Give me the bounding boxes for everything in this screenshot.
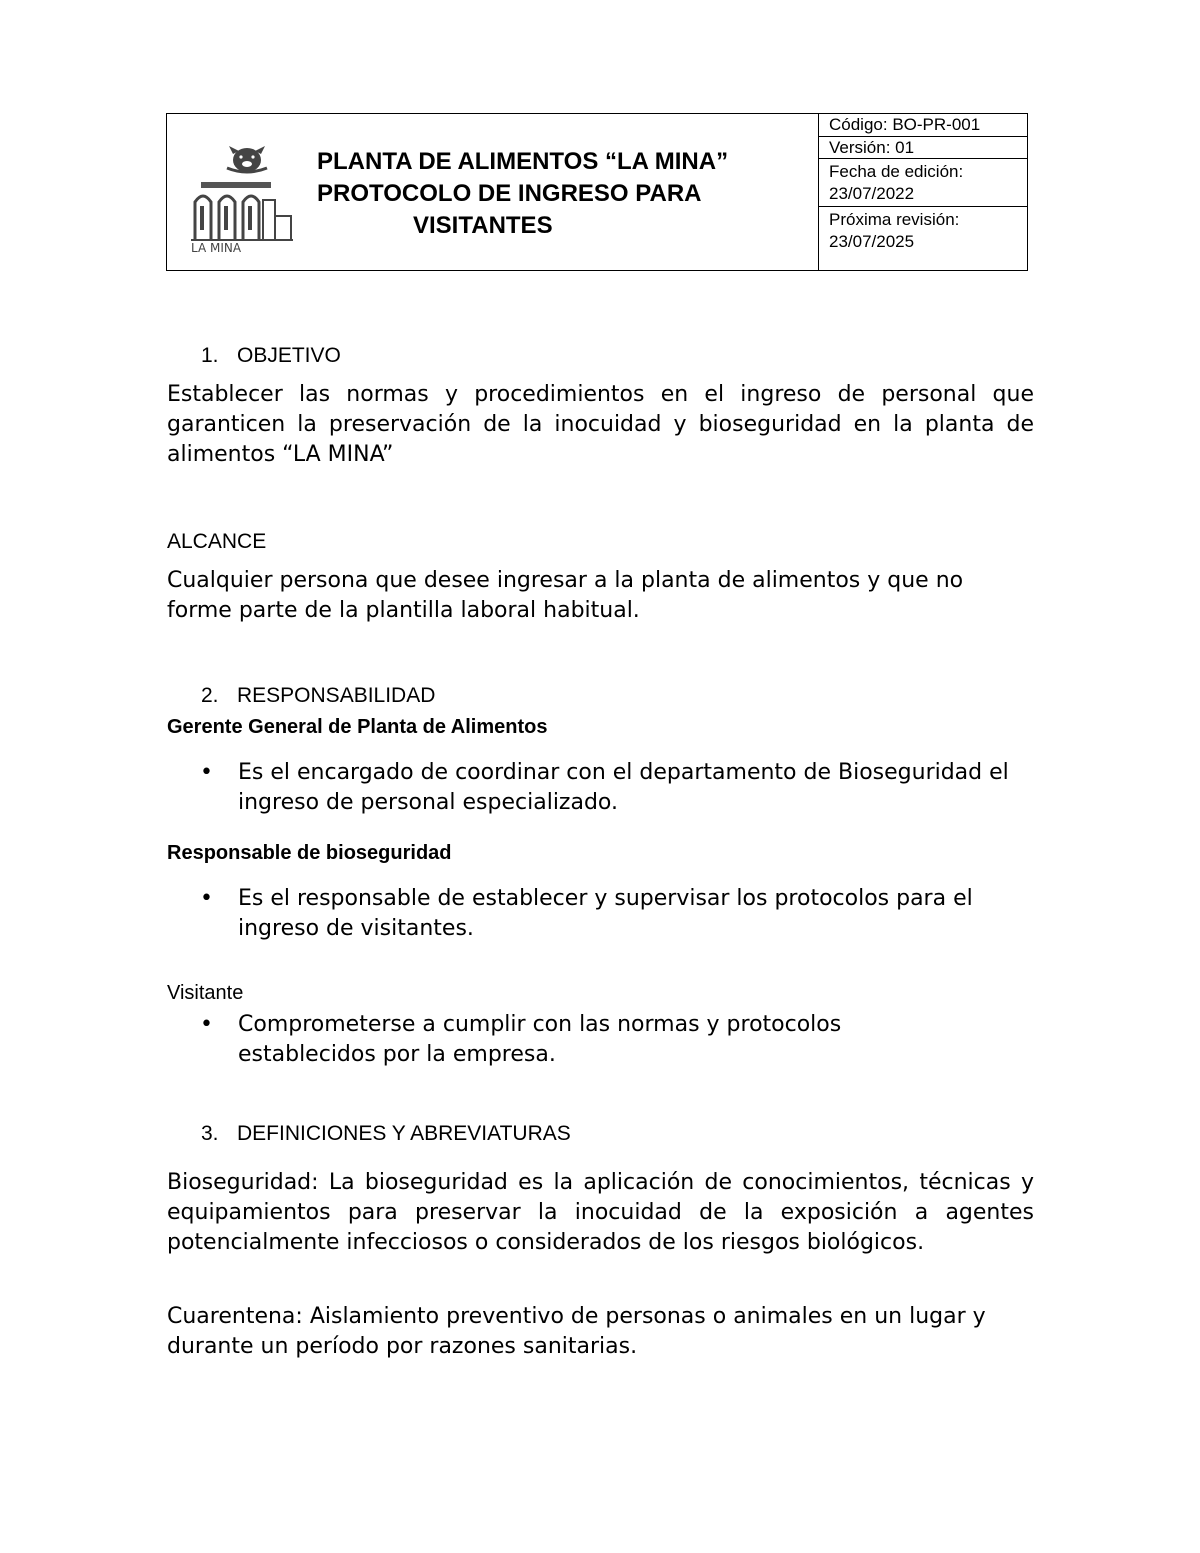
list-item-text: Comprometerse a cumplir con las normas y protocolos establecidos por la empresa. <box>238 1012 842 1067</box>
section-heading-definiciones <box>201 1122 571 1146</box>
edition-date-cell <box>819 159 1027 207</box>
bullet-icon: • <box>200 886 213 911</box>
section-number: 1. <box>201 344 219 367</box>
section-heading-responsabilidad <box>201 684 435 708</box>
logo-text: LA MINA <box>191 241 242 254</box>
code-cell: Código: BO-PR-001 <box>819 114 1027 137</box>
version-cell: Versión: 01 <box>819 137 1027 159</box>
title-line-2: PROTOCOLO DE INGRESO PARA <box>317 180 702 207</box>
next-revision-value: 23/07/2025 <box>829 232 915 251</box>
edition-date-label: Fecha de edición: <box>829 162 964 181</box>
bullet-icon: • <box>200 760 213 785</box>
title-line-3: VISITANTES <box>413 212 553 239</box>
section-heading-objetivo <box>201 344 341 368</box>
definition-bioseguridad: Bioseguridad: La bioseguridad es la aplicación de conocimientos, técnicas y equipamientos para preservar la inocuidad de la exposición a agentes potencialmente infecciosos o considerados de los riesgos biológicos. <box>167 1170 1034 1255</box>
document-title <box>317 146 817 242</box>
list-item-text: Es el responsable de establecer y supervisar los protocolos para el ingreso de visitantes. <box>238 886 973 941</box>
section-title: RESPONSABILIDAD <box>237 684 436 707</box>
bullet-icon: • <box>200 1012 213 1037</box>
la-mina-logo <box>187 144 297 254</box>
title-line-1: PLANTA DE ALIMENTOS “LA MINA” <box>317 148 729 175</box>
next-revision-cell <box>819 207 1027 269</box>
edition-date-value: 23/07/2022 <box>829 184 915 203</box>
section-title: OBJETIVO <box>237 344 341 367</box>
section-number: 2. <box>201 684 219 707</box>
objetivo-text: Establecer las normas y procedimientos en el ingreso de personal que garanticen la preservación de la inocuidad y bioseguridad en la planta de alimentos “LA MINA” <box>167 382 1034 467</box>
role-title-gerente: Gerente General de Planta de Alimentos <box>167 716 548 738</box>
definition-cuarentena: Cuarentena: Aislamiento preventivo de personas o animales en un lugar y durante un período por razones sanitarias. <box>167 1304 986 1359</box>
role-title-visitante: Visitante <box>167 982 244 1004</box>
document-meta-table <box>818 114 1027 270</box>
role-title-responsable: Responsable de bioseguridad <box>167 842 452 864</box>
section-number: 3. <box>201 1122 219 1145</box>
document-header <box>166 113 1028 271</box>
next-revision-label: Próxima revisión: <box>829 210 960 229</box>
section-heading-alcance: ALCANCE <box>167 530 267 553</box>
alcance-text: Cualquier persona que desee ingresar a la planta de alimentos y que no forme parte de la plantilla laboral habitual. <box>167 568 964 623</box>
farm-logo-icon <box>187 144 297 254</box>
list-item-text: Es el encargado de coordinar con el departamento de Bioseguridad el ingreso de personal especializado. <box>238 760 1009 815</box>
section-title: DEFINICIONES Y ABREVIATURAS <box>237 1122 571 1145</box>
